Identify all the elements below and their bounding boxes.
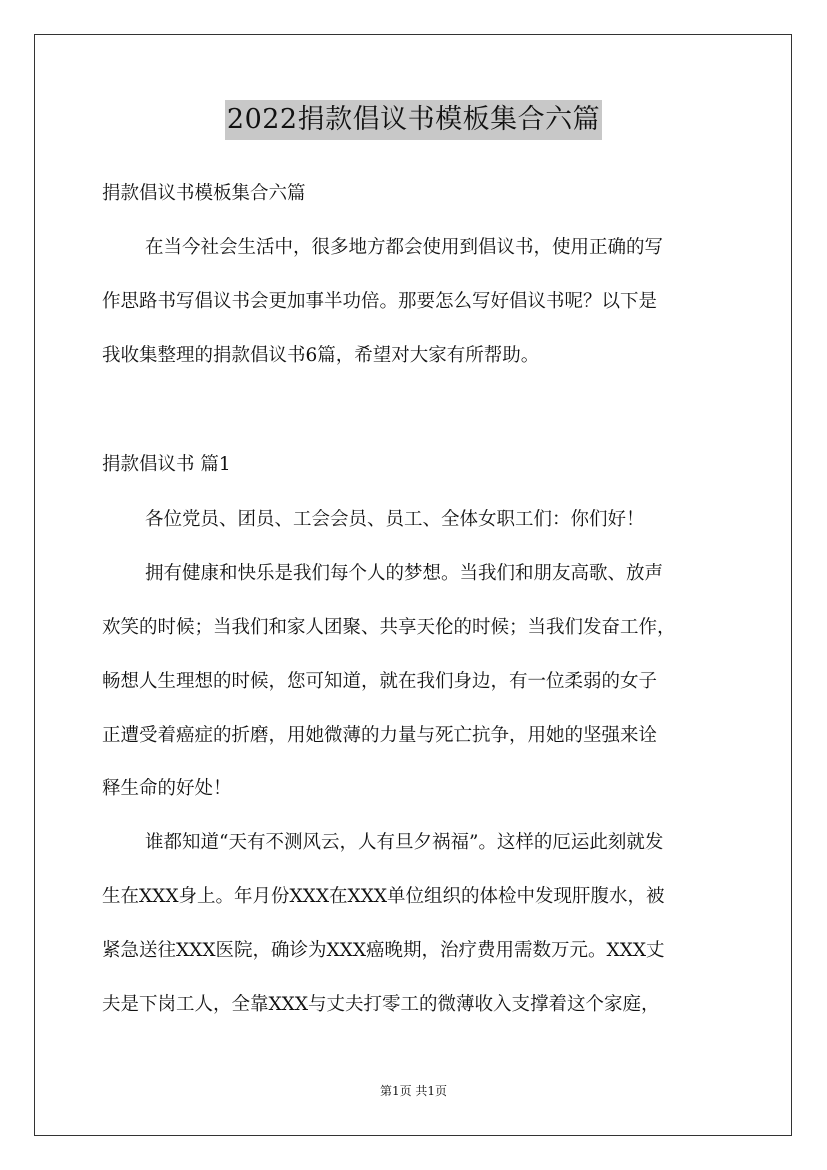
intro-line-2: 作思路书写倡议书会更加事半功倍。那要怎么写好倡议书呢？以下是 xyxy=(102,291,658,312)
page-number-footer: 第1页 共1页 xyxy=(379,1084,448,1098)
paragraph1-line-3: 畅想人生理想的时候，您可知道，就在我们身边，有一位柔弱的女子 xyxy=(102,671,658,692)
paragraph1-line-4: 正遭受着癌症的折磨，用她微薄的力量与死亡抗争，用她的坚强来诠 xyxy=(102,725,658,746)
section-heading: 捐款倡议书 篇1 xyxy=(102,454,231,475)
paragraph2-line-2: 生在XXX身上。年月份XXX在XXX单位组织的体检中发现肝腹水，被 xyxy=(102,886,665,907)
paragraph1-line-5: 释生命的好处！ xyxy=(102,778,232,799)
paragraph1-line-2: 欢笑的时候；当我们和家人团聚、共享天伦的时候；当我们发奋工作， xyxy=(102,617,676,638)
paragraph1-line-1: 拥有健康和快乐是我们每个人的梦想。当我们和朋友高歌、放声 xyxy=(145,563,664,584)
paragraph2-line-3: 紧急送往XXX医院，确诊为XXX癌晚期，治疗费用需数万元。XXX丈 xyxy=(102,940,665,961)
title-container xyxy=(0,100,827,140)
paragraph2-line-4: 夫是下岗工人，全靠XXX与丈夫打零工的微薄收入支撑着这个家庭， xyxy=(102,994,660,1015)
paragraph2-line-1: 谁都知道“天有不测风云，人有旦夕祸福”。这样的厄运此刻就发 xyxy=(145,832,664,853)
intro-line-3: 我收集整理的捐款倡议书6篇，希望对大家有所帮助。 xyxy=(102,345,540,366)
document-title: 2022捐款倡议书模板集合六篇 xyxy=(225,100,602,140)
intro-line-1: 在当今社会生活中，很多地方都会使用到倡议书，使用正确的写 xyxy=(145,237,664,258)
document-subtitle: 捐款倡议书模板集合六篇 xyxy=(102,183,306,204)
greeting-line: 各位党员、团员、工会会员、员工、全体女职工们：你们好！ xyxy=(145,509,645,530)
